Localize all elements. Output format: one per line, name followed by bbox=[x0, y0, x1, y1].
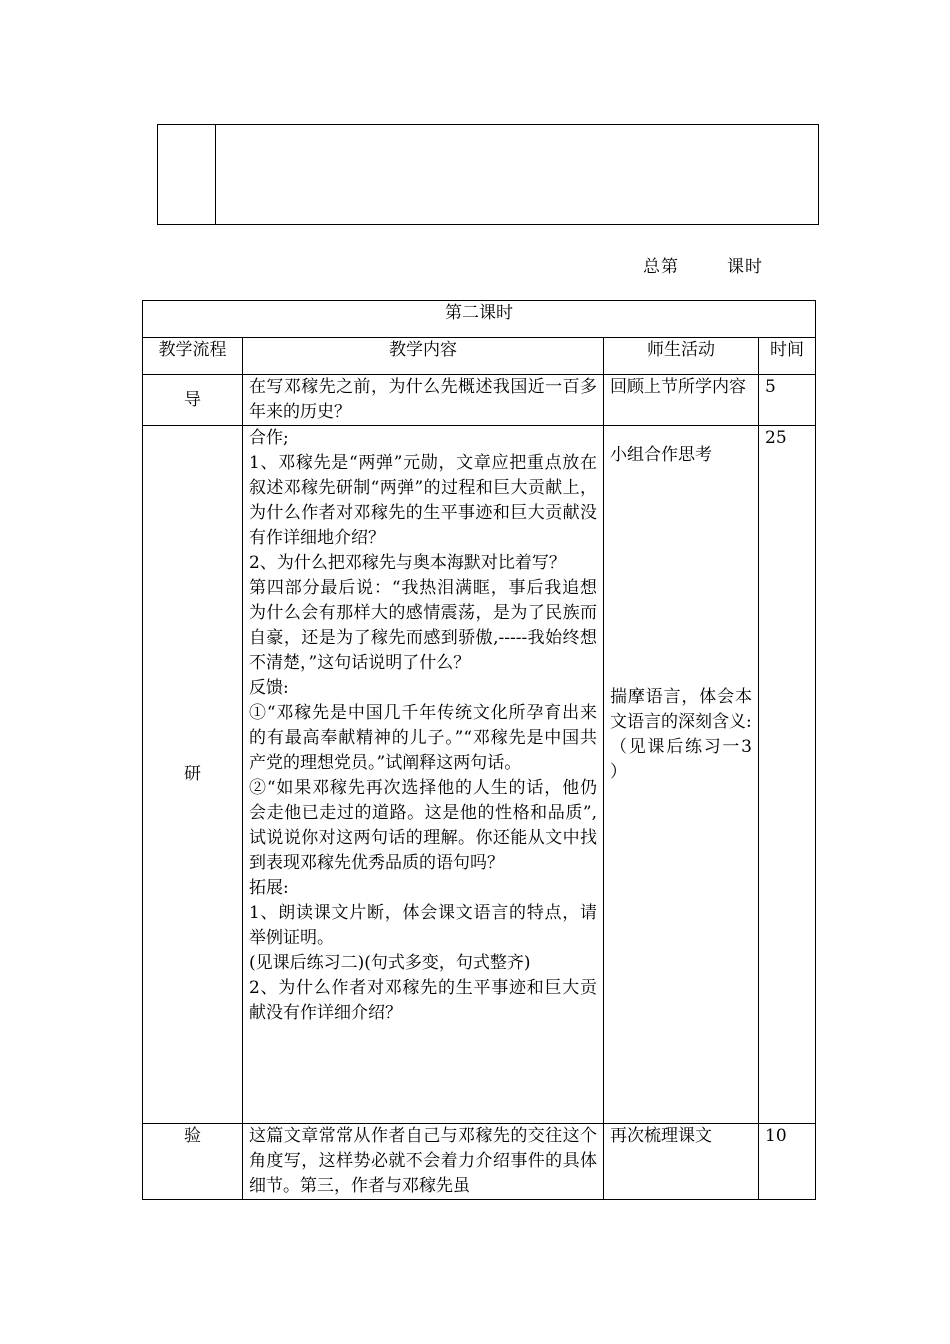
content-paragraph: 反馈: bbox=[249, 678, 289, 698]
time-cell: 25 bbox=[759, 426, 816, 1124]
header-content: 教学内容 bbox=[243, 338, 604, 375]
stage-cell: 研 bbox=[143, 426, 243, 1124]
activity-text: 揣摩语言，体会本文语言的深刻含义: bbox=[610, 687, 752, 732]
table-row-dao bbox=[143, 375, 816, 426]
content-paragraph: 合作; bbox=[249, 428, 289, 448]
content-cell bbox=[243, 1124, 604, 1200]
content-paragraph: 在写邓稼先之前，为什么先概述我国近一百多年来的历史？ bbox=[249, 377, 597, 422]
activity-text: 再次梳理课文 bbox=[610, 1126, 712, 1146]
activity-text: 小组合作思考 bbox=[610, 445, 712, 465]
lesson-plan-table bbox=[142, 300, 816, 1200]
table-row-yanzheng bbox=[143, 1124, 816, 1200]
time-cell: 10 bbox=[759, 1124, 816, 1200]
activity-text: （见课后练习一3 ） bbox=[610, 737, 752, 782]
content-paragraph: 1、邓稼先是“两弹”元勋，文章应把重点放在叙述邓稼先研制“两弹”的过程和巨大贡献上，为什么作者对邓稼先的生平事迹和巨大贡献没有作详细地介绍？ bbox=[249, 453, 597, 548]
header-time: 时间 bbox=[759, 338, 816, 375]
header-activity: 师生活动 bbox=[604, 338, 759, 375]
content-cell bbox=[243, 426, 604, 1124]
content-paragraph: 1、朗读课文片断，体会课文语言的特点，请举例证明。 bbox=[249, 903, 597, 948]
content-paragraph: 2、为什么作者对邓稼先的生平事迹和巨大贡献没有作详细介绍？ bbox=[249, 978, 597, 1023]
activity-cell bbox=[604, 426, 759, 1124]
table-header-row bbox=[143, 338, 816, 375]
previous-table-fragment bbox=[157, 124, 819, 225]
lesson-counter-suffix: 课时 bbox=[727, 257, 763, 277]
content-paragraph: 拓展: bbox=[249, 878, 289, 898]
table-title: 第二课时 bbox=[143, 301, 816, 338]
table-column-divider bbox=[215, 125, 216, 224]
total-lesson-counter bbox=[643, 252, 763, 277]
lesson-counter-prefix: 总第 bbox=[643, 257, 679, 277]
content-paragraph: 2、为什么把邓稼先与奥本海默对比着写？ bbox=[249, 553, 566, 573]
stage-cell: 验 bbox=[143, 1124, 243, 1200]
header-stage: 教学流程 bbox=[143, 338, 243, 375]
content-paragraph: ②“如果邓稼先再次选择他的人生的话，他仍会走他已走过的道路。这是他的性格和品质”,试说说你对这两句话的理解。你还能从文中找到表现邓稼先优秀品质的语句吗？ bbox=[249, 778, 597, 873]
activity-text: 回顾上节所学内容 bbox=[610, 377, 746, 397]
activity-cell bbox=[604, 1124, 759, 1200]
content-paragraph: 这篇文章常常从作者自己与邓稼先的交往这个角度写，这样势必就不会着力介绍事件的具体细节。第三，作者与邓稼先虽 bbox=[249, 1126, 597, 1196]
content-paragraph: (见课后练习二)(句式多变，句式整齐) bbox=[249, 953, 531, 973]
time-cell: 5 bbox=[759, 375, 816, 426]
table-title-row bbox=[143, 301, 816, 338]
content-paragraph: 第四部分最后说：“我热泪满眶，事后我追想为什么会有那样大的感情震荡，是为了民族而自豪，还是为了稼先而感到骄傲,-----我始终想不清楚，”这句话说明了什么？ bbox=[249, 578, 597, 673]
content-cell bbox=[243, 375, 604, 426]
table-row-yan bbox=[143, 426, 816, 1124]
content-paragraph: ①“邓稼先是中国几千年传统文化所孕育出来的有最高奉献精神的儿子。”“邓稼先是中国共产党的理想党员。”试阐释这两句话。 bbox=[249, 703, 597, 773]
stage-cell: 导 bbox=[143, 375, 243, 426]
activity-cell bbox=[604, 375, 759, 426]
